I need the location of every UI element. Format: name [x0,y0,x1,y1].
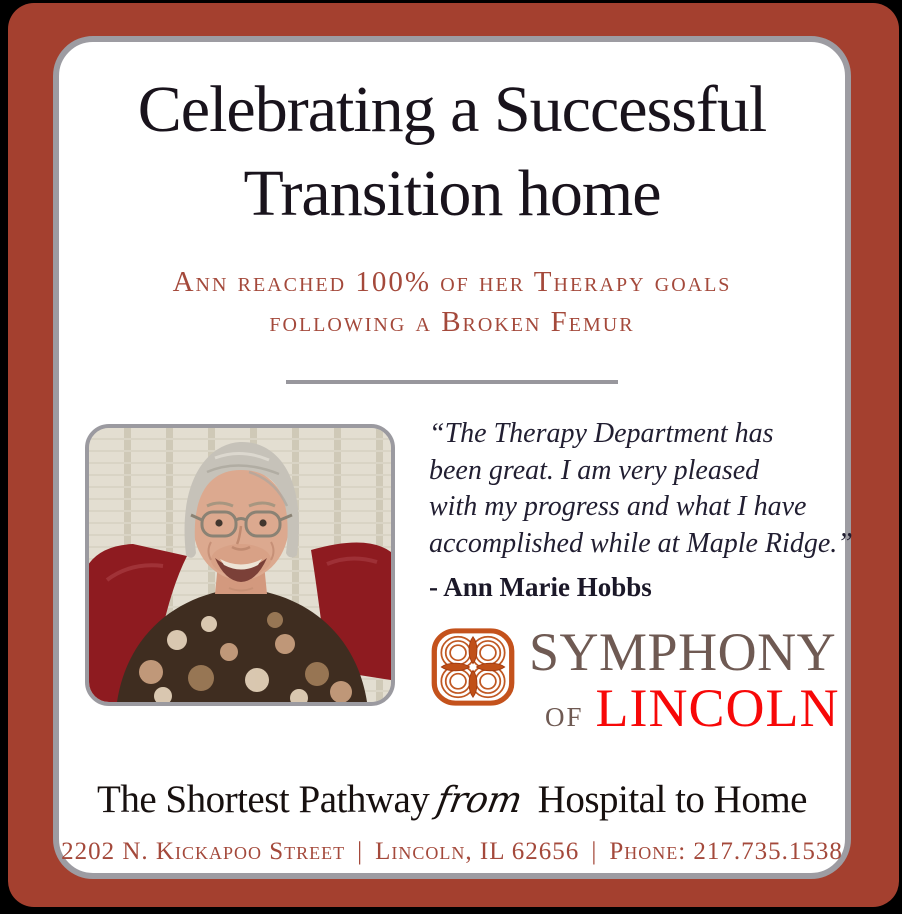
divider-line [286,380,618,384]
logo-of-label: OF [545,702,584,732]
quote-line-1: “The Therapy Department has [429,418,774,449]
tagline-part-1: The Shortest Pathway [97,778,430,821]
page-title [138,68,766,236]
testimonial-quote [429,416,853,562]
quote-line-3: with my progress and what I have [429,491,807,522]
poster-background [8,3,899,907]
content-row [73,416,853,738]
patient-photo [85,424,395,706]
address-separator: | [591,838,598,865]
subtitle-line-2: following a Broken Femur [269,306,635,338]
subtitle-line-1: Ann reached 100% of her Therapy goals [172,266,732,298]
tagline-part-2: Hospital to Home [537,778,807,821]
logo-lincoln-label: LINCOLN [595,678,840,738]
address-street: 2202 N. Kickapoo Street [61,838,346,865]
symphony-logo [429,622,840,738]
address-phone: Phone: 217.735.1538 [609,838,843,865]
patient-photo-illustration [89,428,391,702]
poster-card [53,36,851,879]
tagline [97,777,807,822]
quote-line-2: been great. I am very pleased [429,454,760,486]
quote-line-4: accomplished while at Maple Ridge.” [429,527,853,559]
title-line-2: Transition home [243,157,661,230]
address-line [61,838,843,866]
tagline-script-from: from [433,780,526,821]
address-city: Lincoln, IL 62656 [375,838,580,865]
symphony-logo-text [529,622,840,738]
testimonial-column [429,416,853,738]
symphony-knot-icon [429,625,517,709]
logo-symphony-label: SYMPHONY [529,622,837,682]
subtitle [173,262,732,342]
address-separator: | [357,838,364,865]
quote-attribution: - Ann Marie Hobbs [429,572,652,602]
title-line-1: Celebrating a Successful [137,73,767,146]
